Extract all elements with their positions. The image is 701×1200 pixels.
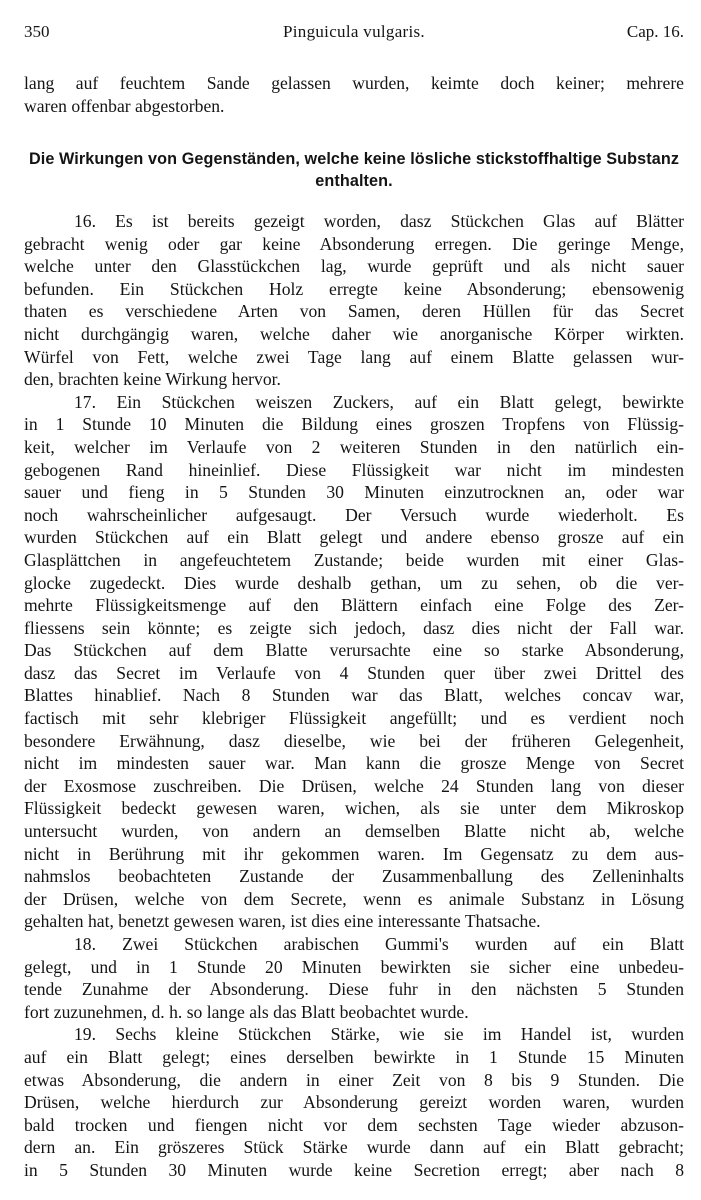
section-heading-line: enthalten. <box>315 172 393 190</box>
text-line: gebogenen Rand hineinlief. Diese Flüssigkeit war nicht im mindesten <box>24 459 684 480</box>
lead-text <box>24 72 684 117</box>
text-line: bald trocken und fiengen nicht vor dem sechsten Tage wieder abzuson- <box>24 1114 684 1135</box>
text-line: nicht in Berührung mit ihr gekommen waren. Im Gegensatz zu dem aus- <box>24 843 684 864</box>
text-line: sauer und fieng in 5 Stunden 30 Minuten einzutrocknen an, oder war <box>24 482 684 503</box>
text-line: gebracht wenig oder gar keine Absonderung erregen. Die geringe Menge, <box>24 233 684 254</box>
running-title: Pinguicula vulgaris. <box>283 22 425 41</box>
text-line: 16. Es ist bereits gezeigt worden, dasz Stückchen Glas auf Blätter <box>74 211 684 231</box>
text-line: in 5 Stunden 30 Minuten wurde keine Secretion erregt; aber nach 8 <box>24 1159 684 1180</box>
text-line: mehrte Flüssigkeitsmenge auf den Blättern einfach eine Folge des Zer- <box>24 595 684 616</box>
text-line: dasz das Secret im Verlaufe von 4 Stunden quer über zwei Drittel des <box>24 662 684 683</box>
text-line: dern an. Ein gröszeres Stück Stärke wurde dann auf ein Blatt gebracht; <box>24 1137 684 1158</box>
text-line: Glasplättchen in angefeuchtetem Zustande; beide wurden mit einer Glas- <box>24 549 684 570</box>
text-line: den, brachten keine Wirkung hervor. <box>24 369 281 390</box>
section-heading <box>24 148 684 192</box>
text-line: gehalten hat, benetzt gewesen waren, ist dies eine interessante Thatsache. <box>24 911 541 932</box>
text-line: auf ein Blatt gelegt; eines derselben bewirkte in 1 Stunde 15 Minuten <box>24 1046 684 1067</box>
text-line: 17. Ein Stückchen weiszen Zuckers, auf ein Blatt gelegt, bewirkte <box>74 391 684 412</box>
text-line: befunden. Ein Stückchen Holz erregte keine Absonderung; ebensowenig <box>24 278 684 299</box>
text-line: nicht im mindesten sauer war. Man kann die grosze Menge von Secret <box>24 753 684 774</box>
text-line: gelegt, und in 1 Stunde 20 Minuten bewirkten sie sicher eine unbedeu- <box>24 956 684 977</box>
text-line: Drüsen, welche hierdurch zur Absonderung gereizt worden waren, wurden <box>24 1092 684 1113</box>
text-line: 18. Zwei Stückchen arabischen Gummi's wurden auf ein Blatt <box>74 934 684 954</box>
text-line: besondere Erwähnung, dasz dieselbe, wie bei der früheren Gelegenheit, <box>24 730 684 751</box>
text-line: lang auf feuchtem Sande gelassen wurden, keimte doch keiner; mehrere <box>24 73 684 93</box>
text-line: 19. Sechs kleine Stückchen Stärke, wie sie im Handel ist, wurden <box>74 1024 684 1045</box>
paragraph-17 <box>24 391 684 933</box>
text-line: Das Stückchen auf dem Blatte verursachte eine so starke Absonderung, <box>24 640 684 661</box>
chapter-label: Cap. 16. <box>626 22 684 41</box>
text-line: in 1 Stunde 10 Minuten die Bildung eines groszen Tropfens von Flüssig- <box>24 414 684 435</box>
text-line: Flüssigkeit bedeckt gewesen waren, wichen, als sie unter dem Mikroskop <box>24 798 684 819</box>
paragraph-18 <box>24 933 684 1023</box>
body-text <box>24 210 684 1182</box>
text-line: wurden Stückchen auf ein Blatt gelegt und andere ebenso grosze auf ein <box>24 527 684 548</box>
text-line: der Drüsen, welche von dem Secrete, wenn es animale Substanz in Lösung <box>24 888 684 909</box>
section-heading-line: Die Wirkungen von Gegenständen, welche keine lösliche stickstoffhaltige Substanz <box>28 150 680 168</box>
text-line: tende Zunahme der Absonderung. Diese fuhr in den nächsten 5 Stunden <box>24 979 684 1000</box>
text-line: noch wahrscheinlicher aufgesaugt. Der Versuch wurde wiederholt. Es <box>24 504 684 525</box>
page-number: 350 <box>24 22 50 41</box>
running-head <box>24 0 684 40</box>
text-line: Würfel von Fett, welche zwei Tage lang auf einem Blatte gelassen wur- <box>24 346 684 367</box>
paragraph-16 <box>24 210 684 391</box>
text-line: welche unter den Glasstückchen lag, wurde geprüft und als nicht sauer <box>24 256 684 277</box>
text-line: nahmslos beobachteten Zustande der Zusammenballung des Zelleninhalts <box>24 866 684 887</box>
text-line: factisch mit sehr klebriger Flüssigkeit angefüllt; und es verdient noch <box>24 708 684 729</box>
text-line: etwas Absonderung, die andern in einer Zeit von 8 bis 9 Stunden. Die <box>24 1069 684 1090</box>
text-line: keit, welcher im Verlaufe von 2 weiteren Stunden in den natürlich ein- <box>24 436 684 457</box>
text-line: nicht durchgängig waren, welche daher wie anorganische Körper wirkten. <box>24 323 684 344</box>
text-line: Blattes hinablief. Nach 8 Stunden war das Blatt, welches concav war, <box>24 685 684 706</box>
text-line: thaten es verschiedene Arten von Samen, deren Hüllen für das Secret <box>24 301 684 322</box>
book-page <box>24 0 684 1180</box>
text-line: waren offenbar abgestorben. <box>24 95 225 116</box>
paragraph-19 <box>24 1023 684 1181</box>
text-line: der Exosmose zuschreiben. Die Drüsen, welche 24 Stunden lang von dieser <box>24 775 684 796</box>
text-line: untersucht wurden, von andern an demselben Blatte nicht ab, welche <box>24 821 684 842</box>
text-line: fliessens sein könnte; es zeigte sich jedoch, dasz dies nicht der Fall war. <box>24 617 684 638</box>
text-line: glocke zugedeckt. Dies wurde deshalb gethan, um zu sehen, ob die ver- <box>24 572 684 593</box>
text-line: fort zuzunehmen, d. h. so lange als das Blatt beobachtet wurde. <box>24 1001 469 1022</box>
